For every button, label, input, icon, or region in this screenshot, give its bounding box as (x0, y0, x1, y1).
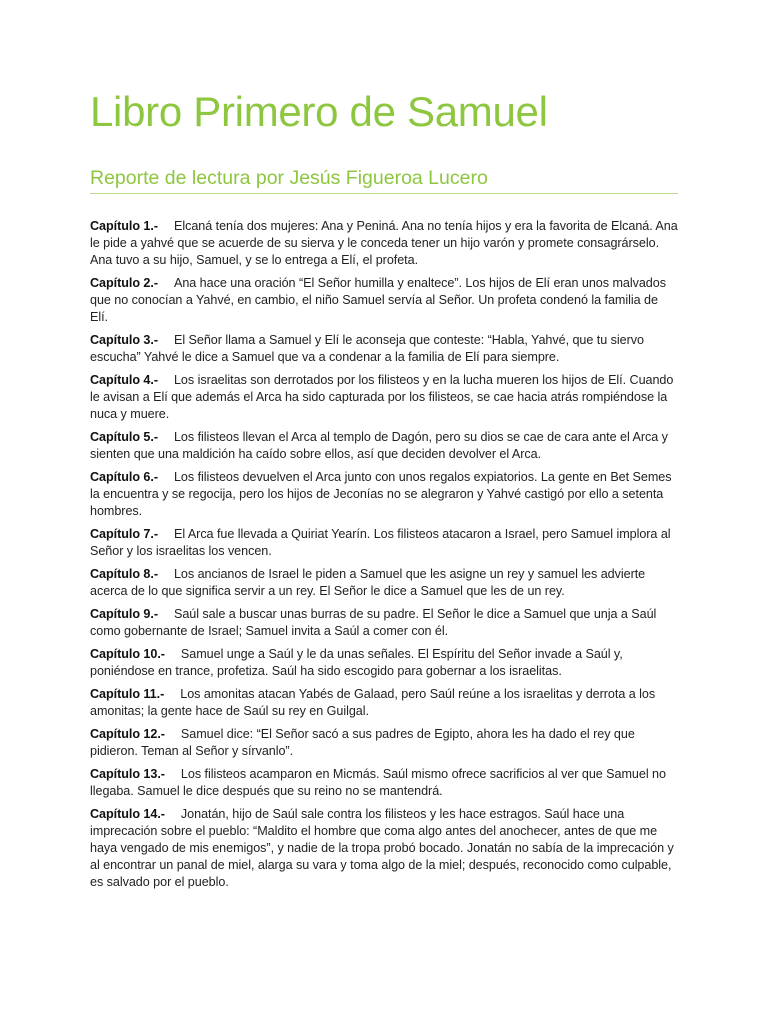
chapter-label: Capítulo 12.- (90, 727, 165, 741)
document-title: Libro Primero de Samuel (90, 88, 548, 135)
chapter-label: Capítulo 7.- (90, 527, 158, 541)
chapter-text: Samuel dice: “El Señor sacó a sus padres de Egipto, ahora les ha dado el rey que pidieron. Teman al Señor y sírvanlo”. (90, 727, 635, 758)
document-subtitle: Reporte de lectura por Jesús Figueroa Lucero (90, 167, 488, 189)
chapter-text: Samuel unge a Saúl y le da unas señales. El Espíritu del Señor invade a Saúl y, poniéndose en trance, profetiza. Saúl ha sido escogido para gobernar a los israelitas. (90, 647, 623, 678)
chapter-paragraph (90, 526, 678, 560)
chapter-label: Capítulo 6.- (90, 470, 158, 484)
chapter-text: Ana hace una oración “El Señor humilla y enaltece”. Los hijos de Elí eran unos malvados que no conocían a Yahvé, en cambio, el niño Samuel servía al Señor. Un profeta condenó la familia de Elí. (90, 276, 666, 324)
chapter-text: Elcaná tenía dos mujeres: Ana y Peniná. Ana no tenía hijos y era la favorita de Elcaná. Ana le pide a yahvé que se acuerde de su sierva y le conceda tener un hijo varón y promete consagrárselo. Ana tuvo a su hijo, Samuel, y se lo entrega a Elí, el profeta. (90, 219, 678, 267)
chapter-paragraph (90, 806, 678, 891)
chapter-paragraph (90, 566, 678, 600)
chapter-label: Capítulo 8.- (90, 567, 158, 581)
chapter-text: El Arca fue llevada a Quiriat Yearín. Los filisteos atacaron a Israel, pero Samuel implora al Señor y los israelitas los vencen. (90, 527, 671, 558)
chapter-paragraph (90, 606, 678, 640)
chapter-list (90, 218, 678, 897)
chapter-label: Capítulo 11.- (90, 687, 165, 701)
chapter-paragraph (90, 372, 678, 423)
chapter-text: Los filisteos llevan el Arca al templo de Dagón, pero su dios se cae de cara ante el Arca y sienten que una maldición ha caído sobre ellos, así que deciden devolver el Arca. (90, 430, 668, 461)
chapter-paragraph (90, 429, 678, 463)
chapter-paragraph (90, 332, 678, 366)
chapter-text: Los ancianos de Israel le piden a Samuel que les asigne un rey y samuel les advierte acerca de lo que significa servir a un rey. El Señor le dice a Samuel que les de un rey. (90, 567, 646, 598)
chapter-text: Los israelitas son derrotados por los filisteos y en la lucha mueren los hijos de Elí. Cuando le avisan a Elí que además el Arca ha sido capturada por los filisteos, se cae hacia atrás rompiéndose la nuca y muere. (90, 373, 674, 421)
chapter-text: Los amonitas atacan Yabés de Galaad, pero Saúl reúne a los israelitas y derrota a los amonitas; la gente hace de Saúl su rey en Guilgal. (90, 687, 656, 718)
chapter-paragraph (90, 275, 678, 326)
chapter-text: Los filisteos devuelven el Arca junto con unos regalos expiatorios. La gente en Bet Semes la encuentra y se regocija, pero los hijos de Jeconías no se alegraron y Yahvé castigó por ello a setenta hombres. (90, 470, 672, 518)
chapter-label: Capítulo 5.- (90, 430, 158, 444)
chapter-label: Capítulo 9.- (90, 607, 158, 621)
chapter-label: Capítulo 1.- (90, 219, 158, 233)
chapter-paragraph (90, 766, 678, 800)
chapter-label: Capítulo 2.- (90, 276, 158, 290)
chapter-text: El Señor llama a Samuel y Elí le aconseja que conteste: “Habla, Yahvé, que tu siervo escucha” Yahvé le dice a Samuel que va a condenar a la familia de Elí para siempre. (90, 333, 644, 364)
chapter-paragraph (90, 686, 678, 720)
title-divider (90, 193, 678, 194)
chapter-paragraph (90, 218, 678, 269)
chapter-label: Capítulo 14.- (90, 807, 165, 821)
chapter-text: Jonatán, hijo de Saúl sale contra los filisteos y les hace estragos. Saúl hace una imprecación sobre el pueblo: “Maldito el hombre que coma algo antes del anochecer, antes de que me haya vengado de mis enemigos”, y nadie de la tropa probó bocado. Jonatán no sabía de la imprecación y al encontrar un panal de miel, alarga su vara y toma algo de la miel; después, reconocido como culpable, es salvado por el pueblo. (90, 807, 674, 889)
chapter-label: Capítulo 10.- (90, 647, 165, 661)
chapter-label: Capítulo 4.- (90, 373, 158, 387)
chapter-label: Capítulo 13.- (90, 767, 165, 781)
chapter-paragraph (90, 469, 678, 520)
chapter-paragraph (90, 646, 678, 680)
chapter-label: Capítulo 3.- (90, 333, 158, 347)
chapter-text: Los filisteos acamparon en Micmás. Saúl mismo ofrece sacrificios al ver que Samuel no llegaba. Samuel le dice después que su reino no se mantendrá. (90, 767, 666, 798)
chapter-text: Saúl sale a buscar unas burras de su padre. El Señor le dice a Samuel que unja a Saúl como gobernante de Israel; Samuel invita a Saúl a comer con él. (90, 607, 657, 638)
chapter-paragraph (90, 726, 678, 760)
